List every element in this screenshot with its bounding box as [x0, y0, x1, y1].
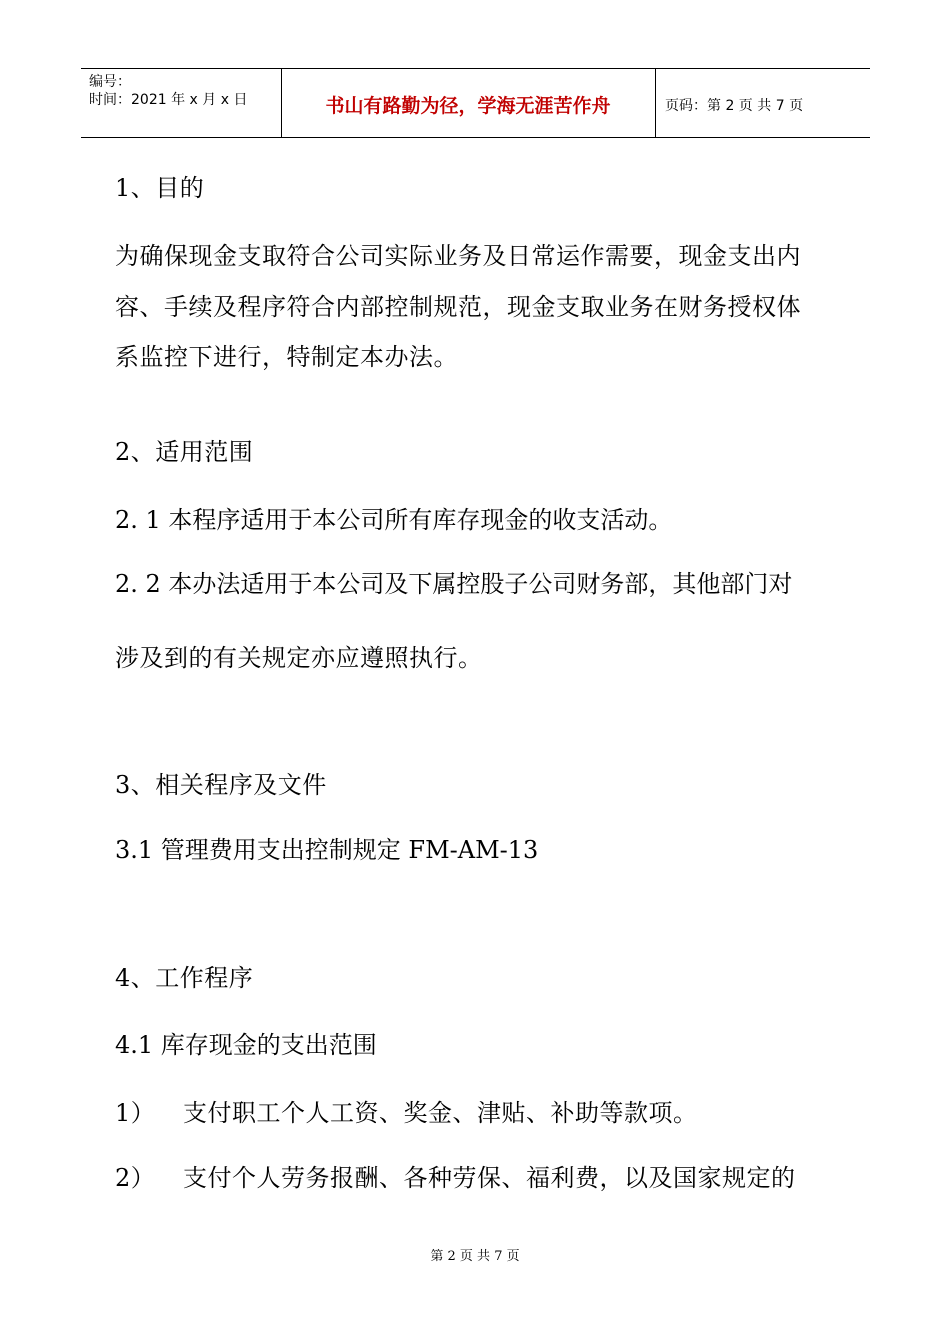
section-3-title: 3、相关程序及文件 [115, 771, 327, 799]
header-number: 编号： [89, 74, 131, 90]
list-item-text: 支付个人劳务报酬、各种劳保、福利费，以及国家规定的 [183, 1164, 796, 1192]
section-2-item-2-line: 涉及到的有关规定亦应遵照执行。 [115, 644, 483, 672]
header-motto: 书山有路勤为径，学海无涯苦作舟 [325, 95, 611, 117]
list-item [115, 1093, 698, 1128]
header-left-cell [89, 73, 247, 109]
section-2-item-2-line: 2. 2 本办法适用于本公司及下属控股子公司财务部，其他部门对 [115, 570, 793, 598]
section-3-item-1: 3.1 管理费用支出控制规定 FM-AM-13 [115, 836, 539, 864]
list-item-text: 支付职工个人工资、奖金、津贴、补助等款项。 [183, 1099, 698, 1127]
page-footer: 第 2 页 共 7 页 [430, 1249, 520, 1264]
section-4-item-1: 4.1 库存现金的支出范围 [115, 1031, 377, 1059]
section-1-paragraph-line: 为确保现金支取符合公司实际业务及日常运作需要，现金支出内 [115, 242, 801, 270]
section-4-title: 4、工作程序 [115, 964, 254, 992]
document-header [81, 68, 870, 138]
list-item-number: 2） [115, 1164, 156, 1192]
header-divider [655, 69, 656, 137]
section-2-title: 2、适用范围 [115, 438, 254, 466]
list-item [115, 1158, 796, 1193]
section-2-item-1: 2. 1 本程序适用于本公司所有库存现金的收支活动。 [115, 506, 673, 534]
section-1-title: 1、目的 [115, 174, 205, 202]
section-1-paragraph-line: 系监控下进行，特制定本办法。 [115, 343, 458, 371]
header-time: 时间：2021 年 x 月 x 日 [89, 92, 248, 108]
list-item-number: 1） [115, 1099, 156, 1127]
section-1-paragraph-line: 容、手续及程序符合内部控制规范，现金支取业务在财务授权体 [115, 293, 801, 321]
header-page-number: 页码：第 2 页 共 7 页 [665, 98, 804, 114]
